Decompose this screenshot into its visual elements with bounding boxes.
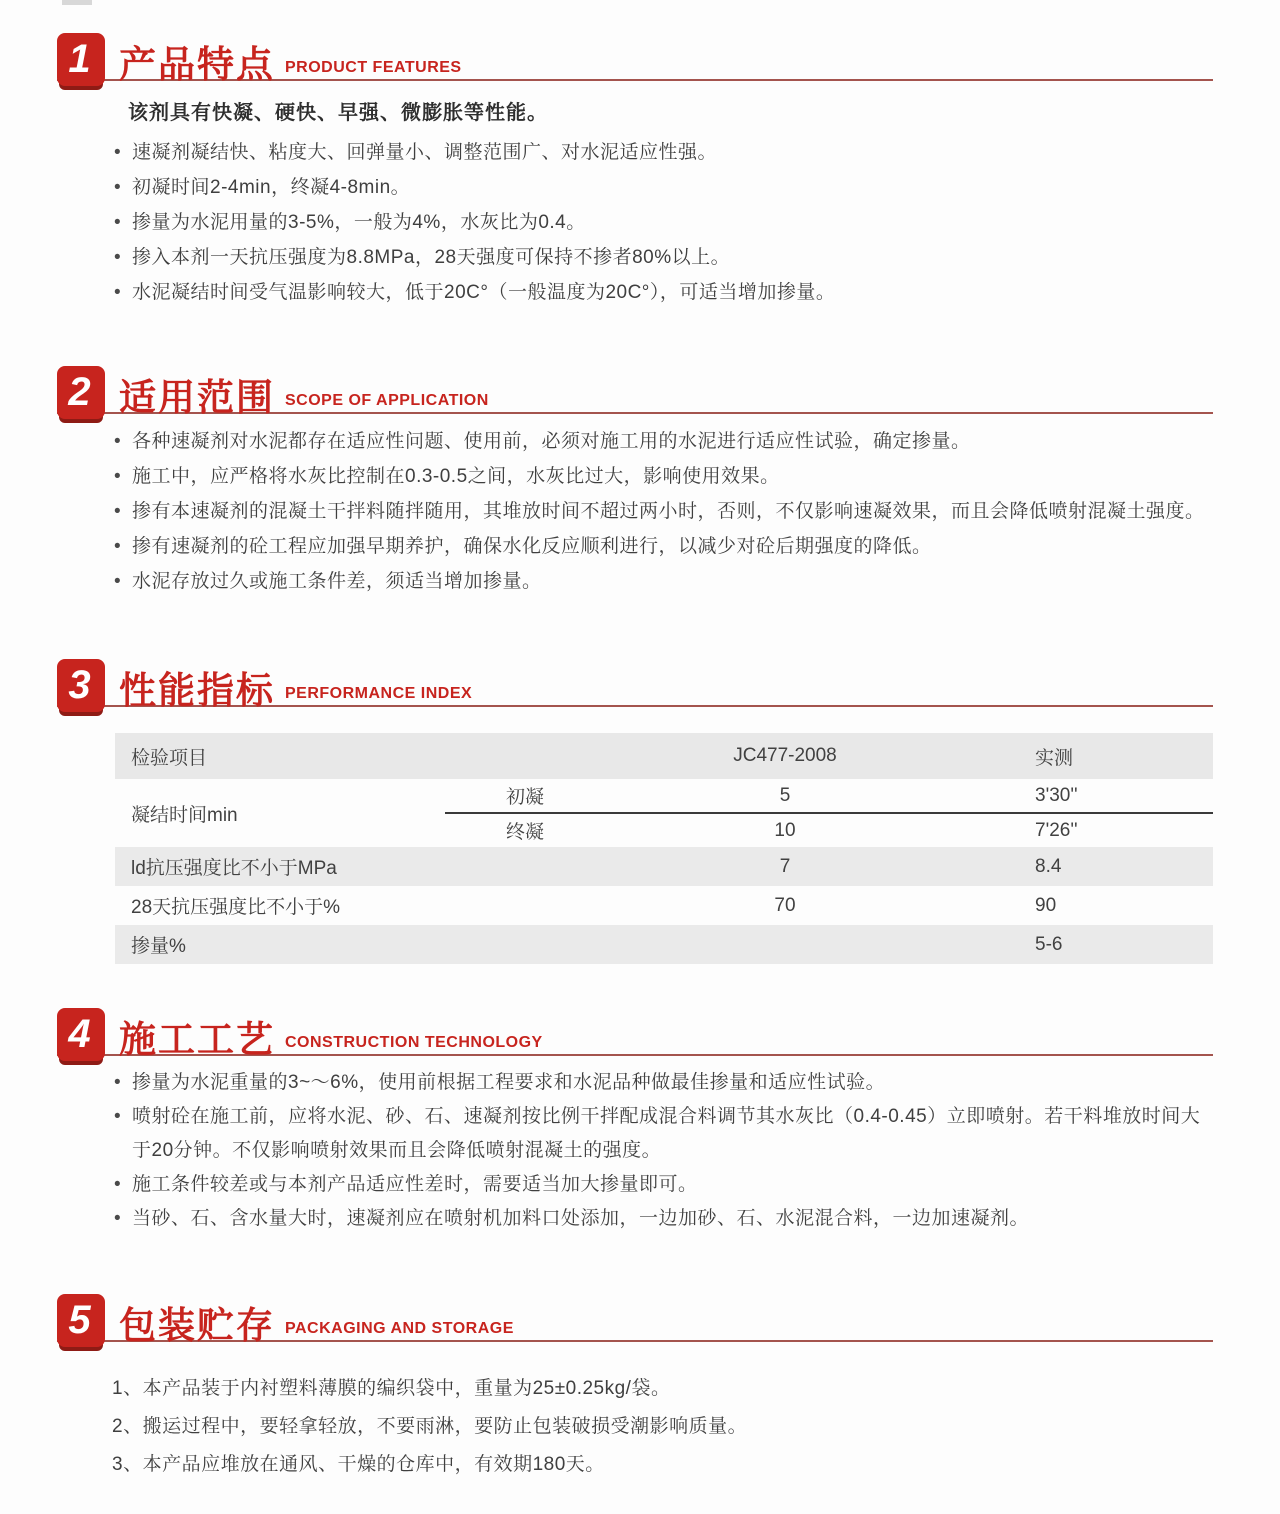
bullet-item: • 掺有速凝剂的砼工程应加强早期养护，确保水化反应顺利进行，以减少对砼后期强度的降低。 — [112, 529, 1213, 564]
section-performance-index — [57, 651, 1213, 964]
feature-list — [112, 135, 1213, 310]
numbered-item: 3、本产品应堆放在通风、干燥的仓库中，有效期180天。 — [112, 1454, 605, 1475]
row-measured-value: 90 — [1035, 894, 1057, 916]
row-label: ld抗压强度比不小于MPa — [131, 858, 337, 879]
scan-artifact — [62, 0, 92, 5]
section-number-badge: 5 — [57, 1294, 105, 1347]
section-number-badge: 4 — [57, 1008, 105, 1061]
bullet-item: • 掺入本剂一天抗压强度为8.8MPa，28天强度可保持不掺者80%以上。 — [112, 240, 1213, 275]
bullet-item: • 速凝剂凝结快、粘度大、回弹量小、调整范围广、对水泥适应性强。 — [112, 135, 1213, 170]
group-subrows — [445, 779, 1213, 847]
bullet-item: • 水泥凝结时间受气温影响较大，低于20C°（一般温度为20C°），可适当增加掺量。 — [112, 275, 1213, 310]
table-header-row — [115, 733, 1213, 779]
section-5-header — [57, 1286, 1213, 1346]
section-title: 施工工艺 — [119, 1019, 275, 1060]
section-scope-of-application — [57, 358, 1213, 599]
subrow-name: 初凝 — [505, 787, 544, 808]
section-subtitle-en: PERFORMANCE INDEX — [285, 685, 473, 702]
row-standard-value — [605, 925, 965, 964]
bullet-item: • 初凝时间2-4min，终凝4-8min。 — [112, 170, 1213, 205]
bullet-item: • 掺量为水泥用量的3-5%，一般为4%，水灰比为0.4。 — [112, 205, 1213, 240]
subrow-measured-value: 7'26'' — [1035, 819, 1078, 841]
section-2-header — [57, 358, 1213, 418]
bullet-item: • 水泥存放过久或施工条件差，须适当增加掺量。 — [112, 564, 1213, 599]
table-row — [115, 925, 1213, 964]
header-measured: 实测 — [1035, 747, 1074, 769]
bullet-item: • 各种速凝剂对水泥都存在适应性问题、使用前，必须对施工用的水泥进行适应性试验，确定掺量。 — [112, 424, 1213, 459]
section-subtitle-en: SCOPE OF APPLICATION — [285, 392, 489, 409]
bullet-item: • 施工条件较差或与本剂产品适应性差时，需要适当加大掺量即可。 — [112, 1168, 1213, 1202]
row-standard-value: 7 — [779, 855, 791, 877]
table-row — [445, 779, 1213, 812]
table-group-setting-time — [115, 779, 1213, 847]
section-subtitle-en: CONSTRUCTION TECHNOLOGY — [285, 1034, 543, 1051]
table-row — [115, 886, 1213, 925]
subrow-measured-value: 3'30'' — [1035, 784, 1078, 806]
section-title: 性能指标 — [119, 670, 275, 711]
section-number-badge: 2 — [57, 366, 105, 419]
packaging-list — [112, 1370, 1213, 1484]
intro-statement: 该剂具有快凝、硬快、早强、微膨胀等性能。 — [128, 102, 548, 124]
row-standard-value: 70 — [774, 894, 796, 916]
section-subtitle-en: PRODUCT FEATURES — [285, 59, 462, 76]
row-measured-value: 5-6 — [1035, 933, 1063, 955]
section-construction-technology — [57, 1000, 1213, 1236]
subrow-name: 终凝 — [505, 822, 544, 843]
header-test-item: 检验项目 — [131, 747, 208, 769]
numbered-item: 2、搬运过程中，要轻拿轻放，不要雨淋，要防止包装破损受潮影响质量。 — [112, 1416, 748, 1437]
section-title: 包装贮存 — [119, 1305, 275, 1346]
subrow-standard-value: 5 — [779, 784, 791, 806]
performance-table — [115, 733, 1213, 964]
header-standard: JC477-2008 — [733, 745, 837, 766]
section-number-badge: 1 — [57, 33, 105, 86]
section-1-header — [57, 25, 1213, 85]
bullet-item: • 掺量为水泥重量的3~～6%，使用前根据工程要求和水泥品种做最佳掺量和适应性试验。 — [112, 1066, 1213, 1100]
section-title: 产品特点 — [119, 44, 275, 85]
row-label: 掺量% — [131, 936, 186, 957]
bullet-item: • 当砂、石、含水量大时，速凝剂应在喷射机加料口处添加，一边加砂、石、水泥混合料，一边加速凝剂。 — [112, 1202, 1213, 1236]
section-packaging-storage — [57, 1286, 1213, 1484]
subrow-standard-value: 10 — [774, 819, 796, 841]
bullet-item: • 施工中，应严格将水灰比控制在0.3-0.5之间，水灰比过大，影响使用效果。 — [112, 459, 1213, 494]
section-4-header — [57, 1000, 1213, 1060]
section-product-features — [57, 25, 1213, 310]
row-label: 28天抗压强度比不小于% — [131, 897, 341, 918]
bullet-item: • 喷射砼在施工前，应将水泥、砂、石、速凝剂按比例干拌配成混合料调节其水灰比（0.4-0.45）立即喷射。若干料堆放时间大于20分钟。不仅影响喷射效果而且会降低喷射混凝土的强度。 — [112, 1100, 1213, 1168]
scope-list — [112, 424, 1213, 599]
section-subtitle-en: PACKAGING AND STORAGE — [285, 1320, 514, 1337]
numbered-item: 1、本产品装于内衬塑料薄膜的编织袋中，重量为25±0.25kg/袋。 — [112, 1378, 671, 1399]
section-title: 适用范围 — [119, 377, 275, 418]
section-3-header — [57, 651, 1213, 711]
group-label: 凝结时间min — [131, 804, 238, 826]
row-measured-value: 8.4 — [1035, 855, 1062, 877]
section-number-badge: 3 — [57, 659, 105, 712]
table-row — [115, 847, 1213, 886]
table-row — [445, 814, 1213, 847]
construction-list — [112, 1066, 1213, 1236]
bullet-item: • 掺有本速凝剂的混凝土干拌料随拌随用，其堆放时间不超过两小时，否则，不仅影响速凝效果，而且会降低喷射混凝土强度。 — [112, 494, 1213, 529]
